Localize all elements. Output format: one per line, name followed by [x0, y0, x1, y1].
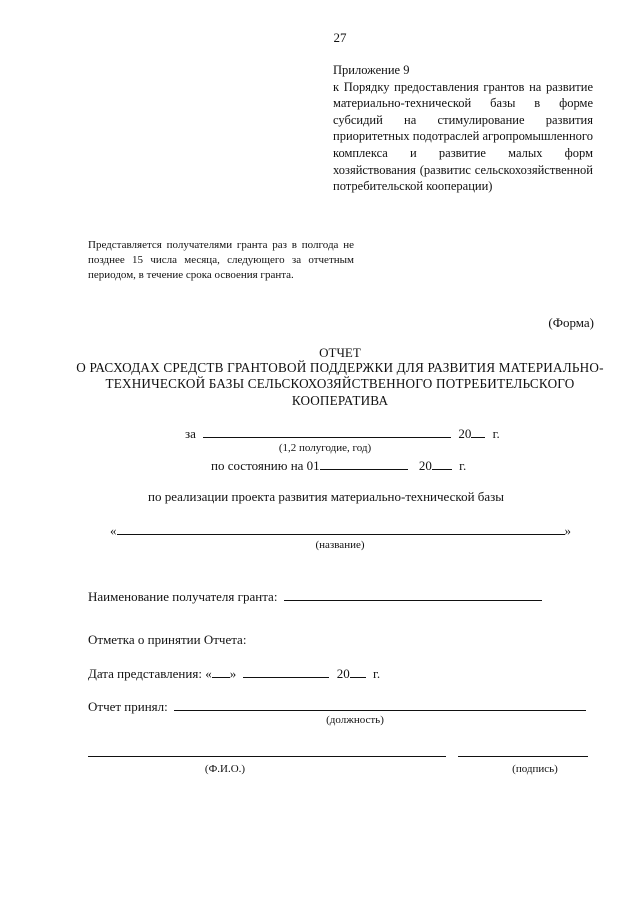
date-label: Дата представления: « — [88, 666, 212, 681]
project-caption: (название) — [315, 539, 365, 551]
project-name-field[interactable] — [117, 534, 565, 535]
accepted-row — [88, 699, 586, 715]
project-open-quote: « — [110, 523, 117, 538]
accepted-position-field[interactable] — [174, 710, 586, 711]
recipient-row — [88, 589, 542, 605]
appendix-text: к Порядку предоставления грантов на развитие материально-технической базы в форме субсидий на стимулирование развития приоритетных подотраслей агропромышленного комплекса и развитие малых форм хозяйствования (развитис сельскохозяйственной потребительской кооперации) — [333, 79, 593, 194]
accepted-label: Отчет принял: — [88, 699, 168, 714]
as-of-row — [211, 458, 466, 474]
date-row — [88, 666, 380, 682]
period-caption: (1,2 полугодие, год) — [278, 442, 372, 454]
form-label: (Форма) — [548, 315, 594, 330]
recipient-field[interactable] — [284, 600, 542, 601]
as-of-date-field[interactable] — [320, 469, 408, 470]
appendix-block — [333, 62, 593, 195]
as-of-label: по состоянию на 01 — [211, 458, 320, 473]
as-of-year-suffix: г. — [459, 458, 467, 473]
period-row — [185, 426, 500, 442]
period-for-label: за — [185, 426, 196, 441]
date-year-prefix: 20 — [336, 666, 350, 681]
position-caption: (должность) — [326, 714, 384, 726]
name-caption: (Ф.И.О.) — [204, 763, 246, 775]
recipient-label: Наименование получателя гранта: — [88, 589, 278, 604]
period-field[interactable] — [203, 437, 451, 438]
date-mid: » — [229, 666, 237, 681]
acceptance-heading: Отметка о принятии Отчета: — [88, 632, 247, 647]
project-name-row — [110, 523, 571, 539]
signature-field[interactable] — [458, 756, 588, 757]
submission-note: Представляется получателями гранта раз в полгода не позднее 15 числа месяца, следующего за отчетным периодом, в течение срока освоения гранта. — [88, 239, 354, 281]
date-day-field[interactable] — [212, 677, 230, 678]
name-field[interactable] — [88, 756, 446, 757]
period-year-prefix: 20 — [458, 426, 472, 441]
report-subtitle: О РАСХОДАХ СРЕДСТВ ГРАНТОВОЙ ПОДДЕРЖКИ ДЛЯ РАЗВИТИЯ МАТЕРИАЛЬНО-ТЕХНИЧЕСКОЙ БАЗЫ СЕЛЬСКОХОЗЯЙСТВЕННОГО ПОТРЕБИТЕЛЬСКОГО КООПЕРАТИВА — [76, 360, 604, 408]
project-label: по реализации проекта развития материально-технической базы — [148, 489, 505, 504]
report-title: ОТЧЕТ — [319, 345, 361, 360]
date-year-suffix: г. — [372, 666, 381, 681]
period-year-suffix: г. — [492, 426, 500, 441]
date-month-field[interactable] — [243, 677, 329, 678]
project-close-quote: » — [564, 523, 571, 538]
as-of-year-field[interactable] — [432, 469, 452, 470]
signature-caption: (подпись) — [512, 763, 558, 775]
date-year-field[interactable] — [350, 677, 366, 678]
appendix-title: Приложение 9 — [333, 63, 410, 77]
as-of-year-prefix: 20 — [418, 458, 432, 473]
period-year-field[interactable] — [471, 437, 485, 438]
page-number: 27 — [333, 30, 347, 45]
